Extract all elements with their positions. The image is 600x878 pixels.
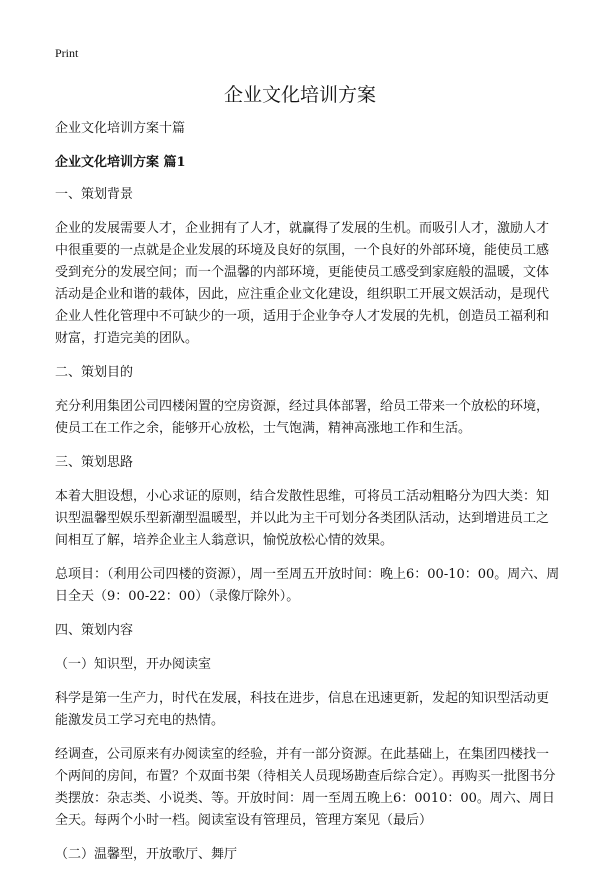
section-heading-purpose: 二、策划目的 <box>55 365 134 380</box>
section-heading-approach: 三、策划思路 <box>55 455 134 470</box>
paragraph-approach: 本着大胆设想，小心求证的原则，结合发散性思维，可将员工活动粗略分为四大类：知识型温馨型娱乐型新潮型温暖型，并以此为主干可划分各类团队活动，达到增进员工之间相互了解，培养企业主人翁意识，愉悦放松心情的效果。 <box>55 489 550 548</box>
section-heading-content: 四、策划内容 <box>55 623 134 638</box>
print-label: Print <box>55 46 79 60</box>
subheading-knowledge: （一）知识型，开办阅读室 <box>55 657 212 672</box>
paragraph-background: 企业的发展需要人才，企业拥有了人才，就赢得了发展的生机。而吸引人才，激励人才中很重要的一点就是企业发展的环境及良好的氛围，一个良好的外部环境，能使员工感受到充分的发展空间；而一个温馨的内部环境，更能使员工感受到家庭般的温暖，文体活动是企业和谐的载体，因此，应注重企业文化建设，组织职工开展文娱活动，是现代企业人性化管理中不可缺少的一项，适用于企业争夺人才发展的先机，创造员工福利和财富，打造完美的团队。 <box>55 221 550 346</box>
paragraph-knowledge: 科学是第一生产力，时代在发展，科技在进步，信息在迅速更新，发起的知识型活动更能激发员工学习充电的热情。 <box>55 691 550 728</box>
subheading-warm: （二）温馨型，开放歌厅、舞厅 <box>55 847 238 862</box>
document-subtitle: 企业文化培训方案十篇 <box>55 121 186 136</box>
section-heading-background: 一、策划背景 <box>55 187 134 202</box>
document-title: 企业文化培训方案 <box>223 84 376 106</box>
chapter-title: 企业文化培训方案 篇1 <box>55 155 186 170</box>
paragraph-purpose: 充分利用集团公司四楼闲置的空房资源，经过具体部署，给员工带来一个放松的环境，使员工在工作之余，能够开心放松，士气饱满，精神高涨地工作和生活。 <box>55 399 550 436</box>
paragraph-reading-room: 经调查，公司原来有办阅读室的经验，并有一部分资源。在此基础上，在集团四楼找一个两间的房间，布置？个双面书架（待相关人员现场勘查后综合定）。再购买一批图书分类摆放：杂志类、小说类、等。开放时间：周一至周五晚上6：0010：00。周六、周日全天。每两个小时一档。阅读室设有管理员，管理方案见（最后） <box>55 747 556 828</box>
paragraph-schedule: 总项目：（利用公司四楼的资源），周一至周五开放时间：晚上6：00-10：00。周六、周日全天（9：00-22：00）（录像厅除外）。 <box>55 567 560 604</box>
document-body <box>55 118 560 878</box>
